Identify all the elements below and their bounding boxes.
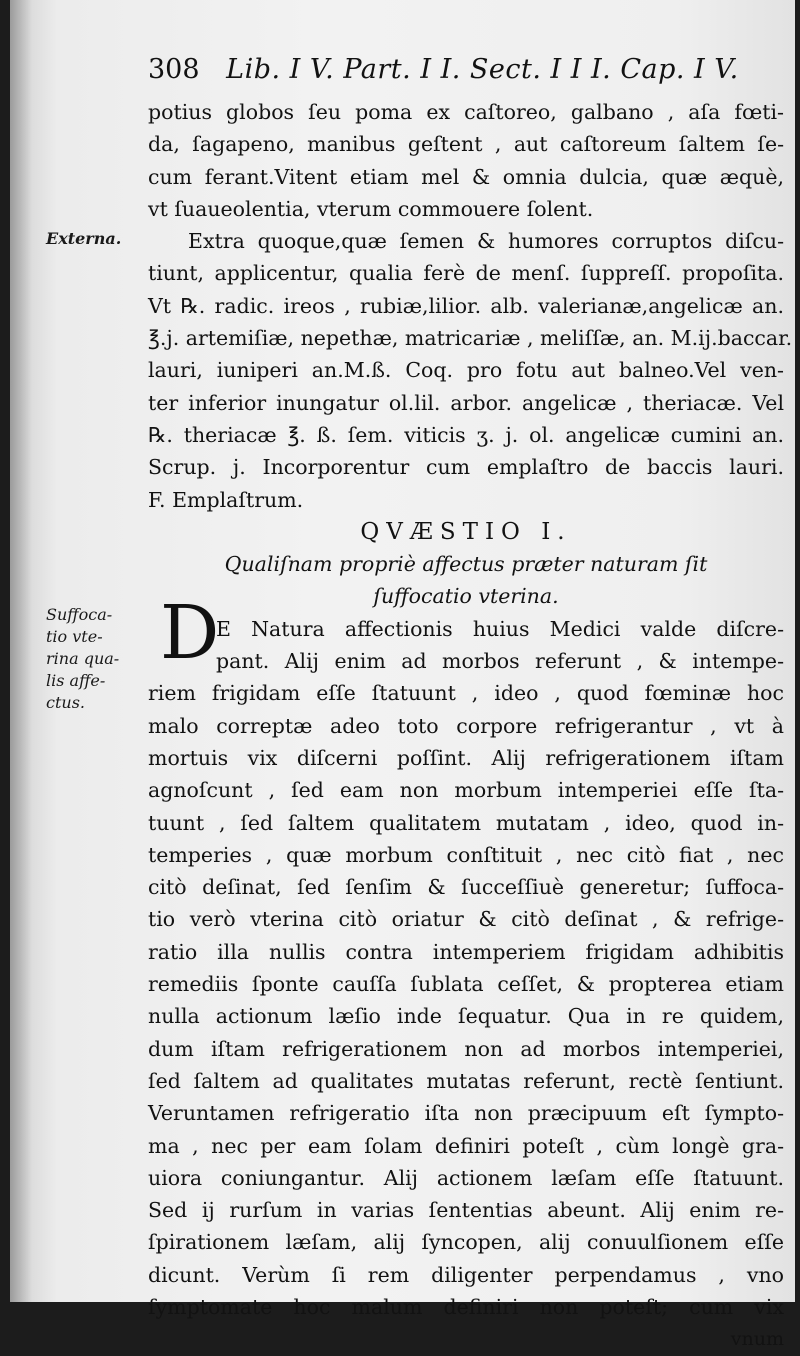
drop-capital: D <box>160 590 220 676</box>
text-line: dicunt. Verùm ſi rem diligenter perpendamus , vno <box>148 1262 784 1287</box>
text-line: ratio illa nullis contra intemperiem frigidam adhibitis <box>148 939 784 964</box>
catchword: vnum <box>730 1328 784 1351</box>
question-subtitle-line: ſuffocatio vterina. <box>373 584 559 609</box>
gutter-shadow <box>10 0 32 1302</box>
question-title: QVÆSTIO I. <box>360 518 572 545</box>
book-page <box>10 0 795 1351</box>
text-line: nulla actionum læſio inde ſequatur. Qua in re quidem, <box>148 1004 784 1029</box>
text-line: tiunt, applicentur, qualia ferè de menſ. ſuppreſſ. propoſita. <box>148 261 784 286</box>
text-line: ter inferior inungatur ol.lil. arbor. angelicæ , theriacæ. Vel <box>148 390 784 415</box>
text-line: da, ſagapeno, manibus geſtent , aut caſtoreum ſaltem ſe- <box>148 132 784 157</box>
text-line: E Natura affectionis huius Medici valde diſcre- <box>216 616 784 641</box>
text-line: dum iſtam refrigerationem non ad morbos intemperiei, <box>148 1036 784 1061</box>
text-line: Scrup. j. Incorporentur cum emplaſtro de baccis lauri. <box>148 455 784 480</box>
text-line: Vt ℞. radic. ireos , rubiæ,lilior. alb. valerianæ,angelicæ an. <box>148 293 784 318</box>
text-line: pant. Alij enim ad morbos referunt , & intempe- <box>216 649 784 674</box>
text-line: potius globos ſeu poma ex caſtoreo, galbano , aſa fœti- <box>148 100 784 124</box>
margin-note-externa: Externa. <box>46 229 122 248</box>
text-line: tuunt , ſed ſaltem qualitatem mutatam , ideo, quod in- <box>148 810 784 835</box>
text-line: temperies , quæ morbum conſtituit , nec citò fiat , nec <box>148 842 784 867</box>
text-line: vt ſuaueolentia, vterum commouere ſolent. <box>148 196 594 221</box>
text-line: tio verò vterina citò oriatur & citò deſinat , & refrige- <box>148 907 784 932</box>
text-line: remediis ſponte cauſſa ſublata ceſſet, & propterea etiam <box>148 972 784 997</box>
page-header <box>148 52 768 88</box>
text-line: Veruntamen refrigeratio iſta non præcipuum eſt ſympto- <box>148 1101 784 1126</box>
text-line: ſymptomate hoc malum definiri non poteſt; cum vix <box>148 1294 784 1319</box>
text-line: uiora coniungantur. Alij actionem læſam eſſe ſtatuunt. <box>148 1165 784 1190</box>
text-line: mortuis vix diſcerni poſſint. Alij refrigerationem iſtam <box>148 745 784 770</box>
page-number: 308 <box>148 54 200 85</box>
text-line: ſed ſaltem ad qualitates mutatas referunt, rectè ſentiunt. <box>148 1068 784 1093</box>
text-line: riem frigidam eſſe ſtatuunt , ideo , quod fœminæ hoc <box>148 681 784 706</box>
text-line: F. Emplaſtrum. <box>148 487 304 512</box>
text-line: ℞. theriacæ ℥. ß. ſem. viticis ʒ. j. ol. angelicæ cumini an. <box>148 422 784 447</box>
text-line: ℥.j. artemiſiæ, nepethæ, matricariæ , meliſſæ, an. M.ij.baccar. <box>148 326 793 351</box>
question-subtitle-line: Qualiſnam propriè affectus præter naturam ſit <box>224 552 708 577</box>
body-text <box>148 96 793 1356</box>
text-line: Extra quoque,quæ ſemen & humores corruptos diſcu- <box>188 229 784 254</box>
text-line: ſpirationem læſam, alij ſyncopen, alij conuulſionem eſſe <box>148 1230 784 1255</box>
text-line: Sed ij rurſum in varias ſententias abeunt. Alij enim re- <box>148 1198 784 1223</box>
text-line: lauri, iuniperi an.M.ß. Coq. pro fotu aut balneo.Vel ven- <box>148 358 784 383</box>
text-line: citò deſinat, ſed ſenſim & ſucceſſiuè generetur; ſuffoca- <box>148 875 784 900</box>
text-line: agnoſcunt , ſed eam non morbum intemperiei eſſe ſta- <box>148 778 784 803</box>
running-head: Lib. I V. Part. I I. Sect. I I I. Cap. I V. <box>226 54 739 85</box>
text-line: malo correptæ adeo toto corpore refrigerantur , vt à <box>148 713 784 738</box>
text-line: ma , nec per eam ſolam definiri poteſt , cùm longè gra- <box>148 1133 784 1158</box>
margin-note-suffocatio: Suffoca- tio vte- rina qua- lis affe- ctus. <box>46 605 120 712</box>
text-line: cum ferant.Vitent etiam mel & omnia dulcia, quæ æquè, <box>148 164 784 189</box>
